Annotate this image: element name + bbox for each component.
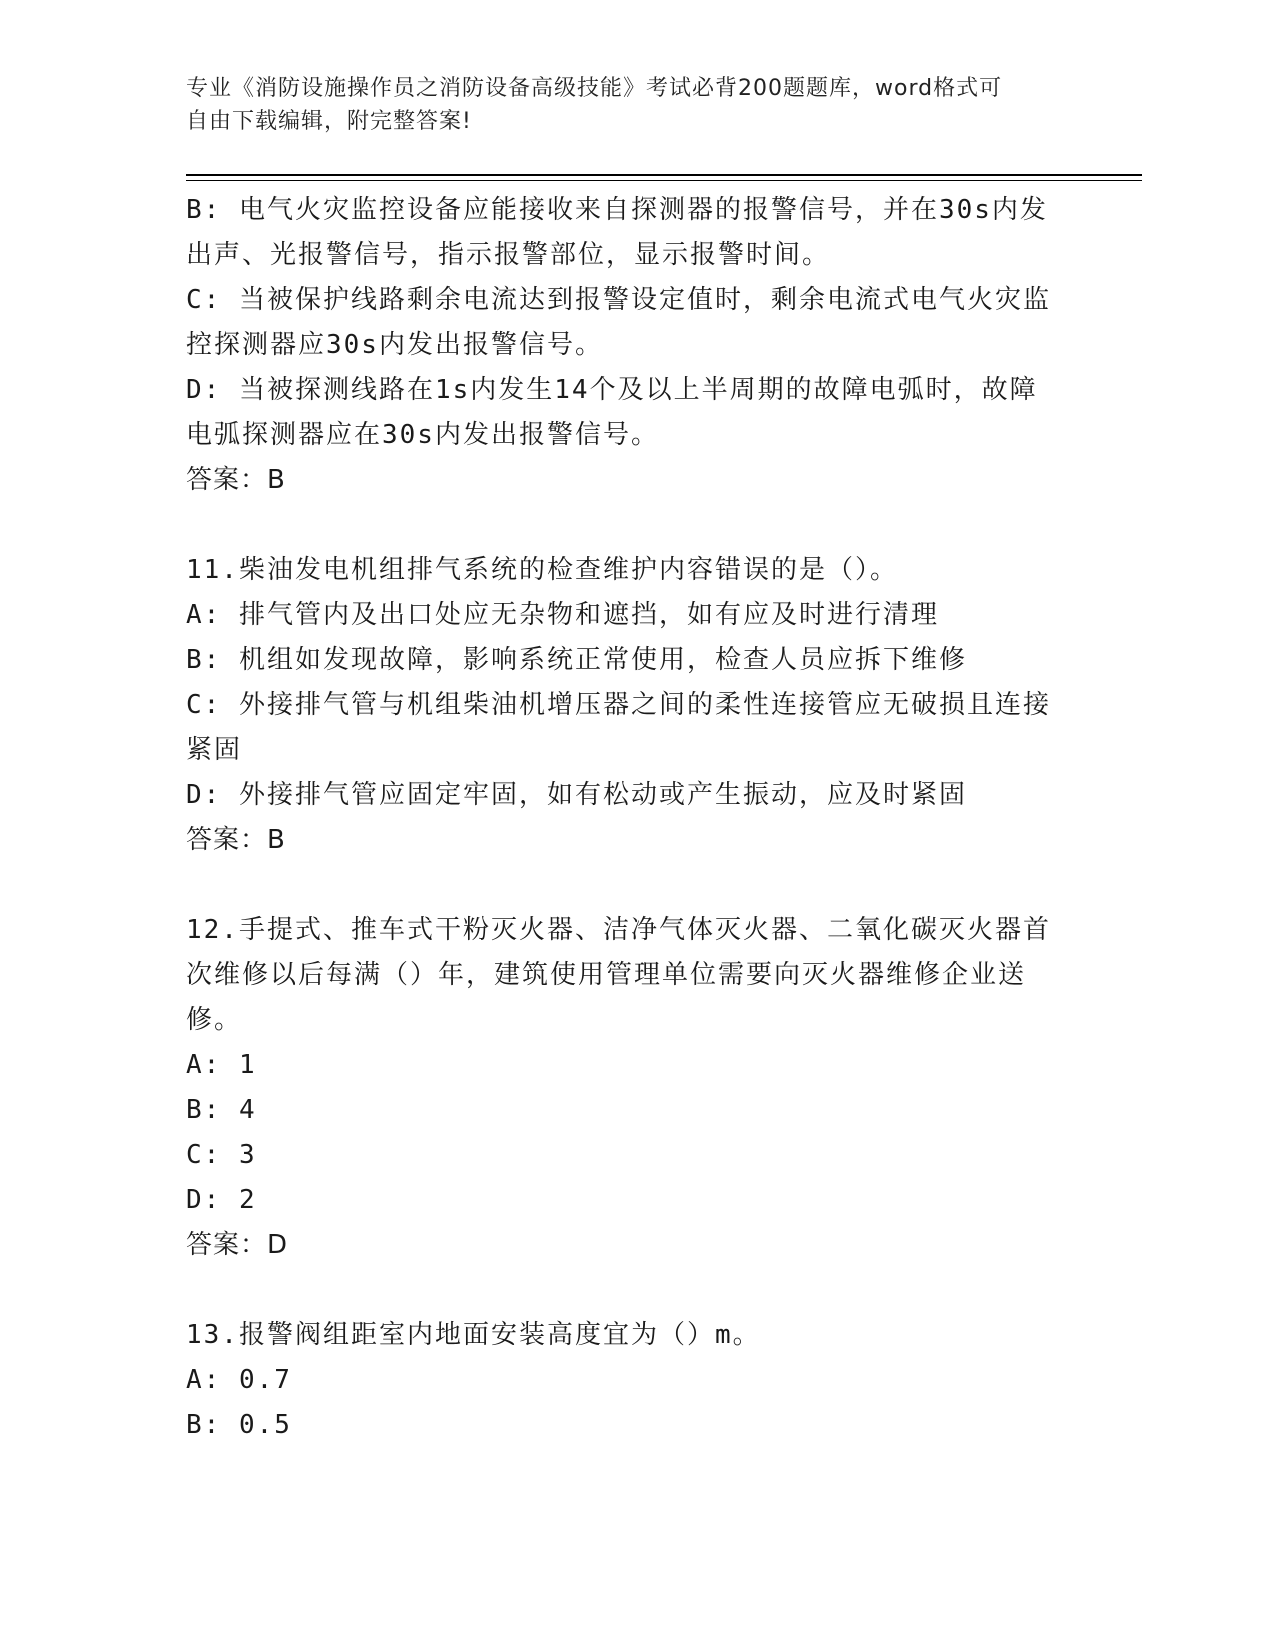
- question-10-tail: [186, 188, 1066, 503]
- question-stem: 11.柴油发电机组排气系统的检查维护内容错误的是（）。: [186, 555, 898, 585]
- option-b: B: 机组如发现故障，影响系统正常使用，检查人员应拆下维修: [186, 645, 967, 675]
- question-11: [186, 548, 1066, 863]
- question-stem: 13.报警阀组距室内地面安装高度宜为（）m。: [186, 1320, 761, 1350]
- option-c-line-1: C: 当被保护线路剩余电流达到报警设定值时，剩余电流式电气火灾监: [186, 285, 1051, 315]
- option-c-line-2: 紧固: [186, 735, 243, 765]
- spacer: [186, 863, 1066, 908]
- answer: 答案：B: [186, 465, 286, 495]
- header-line-2: 自由下载编辑，附完整答案!: [186, 109, 472, 134]
- spacer: [186, 1268, 1066, 1313]
- option-c-line-1: C: 外接排气管与机组柴油机增压器之间的柔性连接管应无破损且连接: [186, 690, 1051, 720]
- header-line-1: 专业《消防设施操作员之消防设备高级技能》考试必背200题题库，word格式可: [186, 76, 1003, 101]
- option-d-line-1: D: 当被探测线路在1s内发生14个及以上半周期的故障电弧时，故障: [186, 375, 1038, 405]
- option-c: C: 3: [186, 1140, 257, 1170]
- option-b-line-2: 出声、光报警信号，指示报警部位，显示报警时间。: [186, 240, 831, 270]
- answer: 答案：B: [186, 825, 286, 855]
- option-a: A: 1: [186, 1050, 257, 1080]
- option-c-line-2: 控探测器应30s内发出报警信号。: [186, 330, 603, 360]
- question-12: [186, 908, 1066, 1268]
- option-b-line-1: B: 电气火灾监控设备应能接收来自探测器的报警信号，并在30s内发: [186, 195, 1048, 225]
- option-b: B: 4: [186, 1095, 257, 1125]
- option-d: D: 外接排气管应固定牢固，如有松动或产生振动，应及时紧固: [186, 780, 967, 810]
- option-d: D: 2: [186, 1185, 257, 1215]
- document-header: [186, 72, 1086, 138]
- question-stem-line-1: 12.手提式、推车式干粉灭火器、洁净气体灭火器、二氧化碳灭火器首: [186, 915, 1051, 945]
- spacer: [186, 503, 1066, 548]
- question-stem-line-3: 修。: [186, 1005, 243, 1035]
- header-rule-thin: [186, 180, 1142, 181]
- question-stem-line-2: 次维修以后每满（）年，建筑使用管理单位需要向灭火器维修企业送: [186, 960, 1027, 990]
- option-a: A: 0.7: [186, 1365, 292, 1395]
- option-a: A: 排气管内及出口处应无杂物和遮挡，如有应及时进行清理: [186, 600, 939, 630]
- header-rule-thick: [186, 174, 1142, 176]
- answer: 答案：D: [186, 1230, 289, 1260]
- option-b: B: 0.5: [186, 1410, 292, 1440]
- document-body: [186, 188, 1066, 1448]
- option-d-line-2: 电弧探测器应在30s内发出报警信号。: [186, 420, 659, 450]
- question-13: [186, 1313, 1066, 1448]
